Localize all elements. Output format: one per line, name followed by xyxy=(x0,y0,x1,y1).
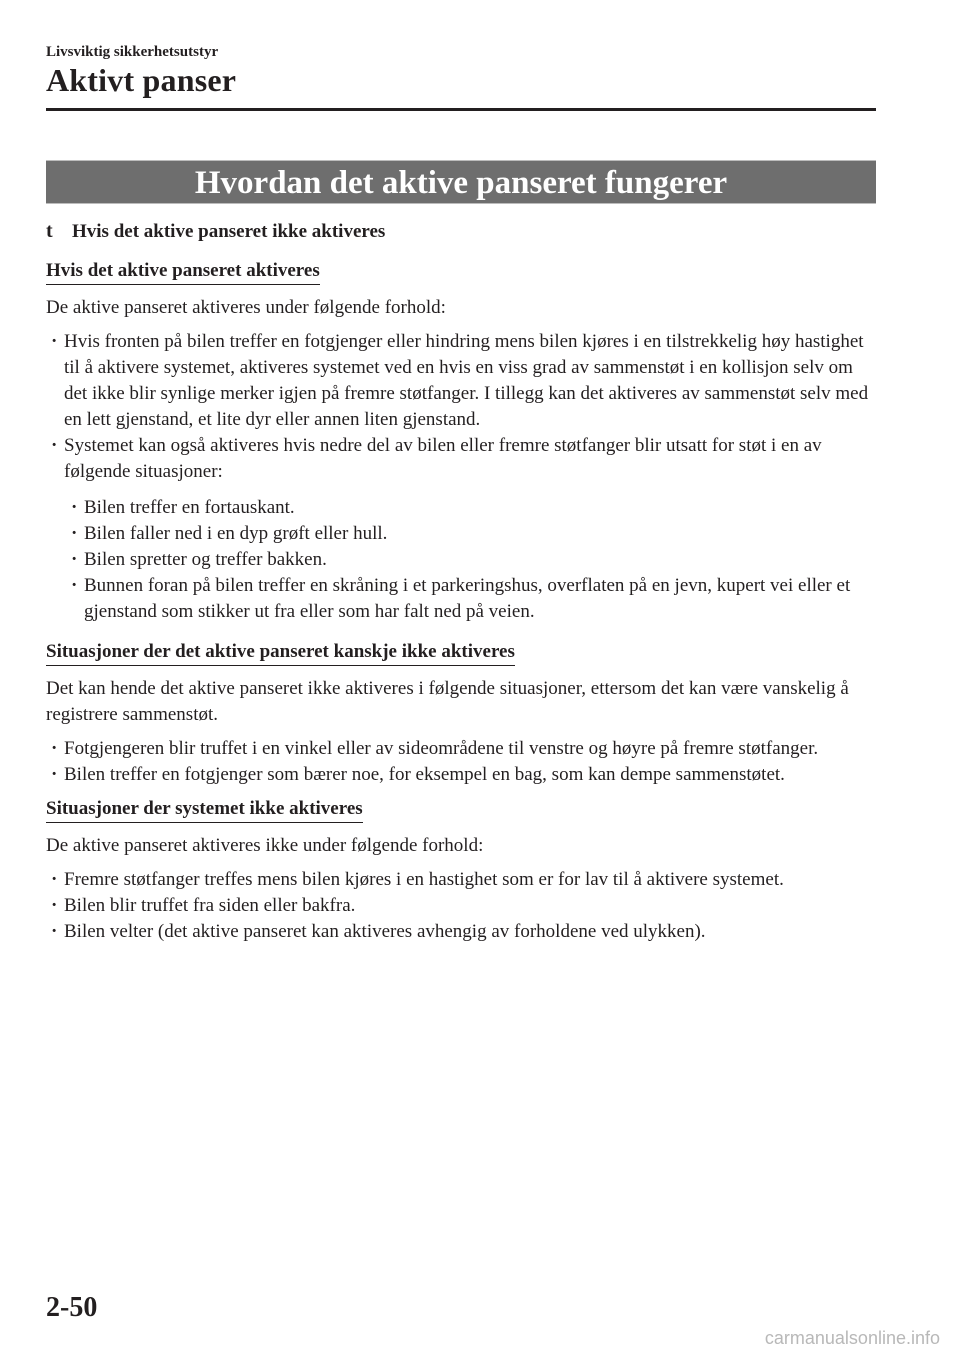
section-intro: De aktive panseret aktiveres under følgende forhold: xyxy=(46,297,446,318)
section-heading: Hvis det aktive panseret aktiveres xyxy=(46,259,320,285)
list-item: · Bilen blir truffet fra siden eller bakfra. xyxy=(46,893,876,919)
list-item: · Fremre støtfanger treffes mens bilen kjøres i en hastighet som er for lav til å aktivere systemet. xyxy=(46,867,876,893)
list-item: · Bunnen foran på bilen treffer en skråning i et parkeringshus, overflaten på en jevn, kupert vei eller et gjenstand som stikker ut fra eller som har falt ned på veien. xyxy=(46,573,876,625)
header-divider xyxy=(46,108,876,111)
watermark-url: carmanualsonline.info xyxy=(764,1328,940,1348)
section-may-not-activate xyxy=(46,639,876,788)
section-intro: De aktive panseret aktiveres ikke under følgende forhold: xyxy=(46,835,484,856)
list-item: · Bilen treffer en fortauskant. xyxy=(46,495,876,521)
subheading xyxy=(46,220,385,243)
topic-banner: Hvordan det aktive panseret fungerer xyxy=(46,160,876,204)
list-item: · Systemet kan også aktiveres hvis nedre del av bilen eller fremre støtfanger blir utsatt for støt i en av følgende situasjoner: xyxy=(46,433,876,485)
list-item: · Fotgjengeren blir truffet i en vinkel eller av sideområdene til venstre og høyre på fremre støtfanger. xyxy=(46,736,876,762)
subheading-marker: t xyxy=(46,220,53,242)
section-label: Livsviktig sikkerhetsutstyr xyxy=(46,44,219,60)
bullet-list xyxy=(46,736,876,788)
list-item: · Bilen velter (det aktive panseret kan aktiveres avhengig av forholdene ved ulykken). xyxy=(46,919,876,945)
section-heading: Situasjoner der systemet ikke aktiveres xyxy=(46,797,363,823)
sub-bullet-list xyxy=(46,495,876,625)
section-heading: Situasjoner der det aktive panseret kanskje ikke aktiveres xyxy=(46,640,515,666)
section-activated xyxy=(46,258,876,625)
section-intro: Det kan hende det aktive panseret ikke aktiveres i følgende situasjoner, ettersom det kan være vanskelig å registrere sammenstøt. xyxy=(46,678,849,725)
list-item: · Bilen treffer en fotgjenger som bærer noe, for eksempel en bag, som kan dempe sammenstøtet. xyxy=(46,762,876,788)
list-item: · Bilen spretter og treffer bakken. xyxy=(46,547,876,573)
content xyxy=(46,258,876,945)
bullet-list xyxy=(46,867,876,945)
page-number: 2-50 xyxy=(46,1292,98,1323)
subheading-text: Hvis det aktive panseret ikke aktiveres xyxy=(72,221,386,242)
list-item: · Bilen faller ned i en dyp grøft eller hull. xyxy=(46,521,876,547)
section-not-activated xyxy=(46,796,876,945)
page-title: Aktivt panser xyxy=(46,62,237,98)
bullet-list xyxy=(46,329,876,485)
list-item: · Hvis fronten på bilen treffer en fotgjenger eller hindring mens bilen kjøres i en tilstrekkelig høy hastighet til å aktivere systemet, aktiveres systemet ved en hvis en viss grad av sammenstøt i en kollisjon selv om det ikke blir synlige merker igjen på fremre støtfanger. I tillegg kan det aktiveres av sammenstøt selv med en lett gjenstand, et lite dyr eller annen liten gjenstand. xyxy=(46,329,876,433)
